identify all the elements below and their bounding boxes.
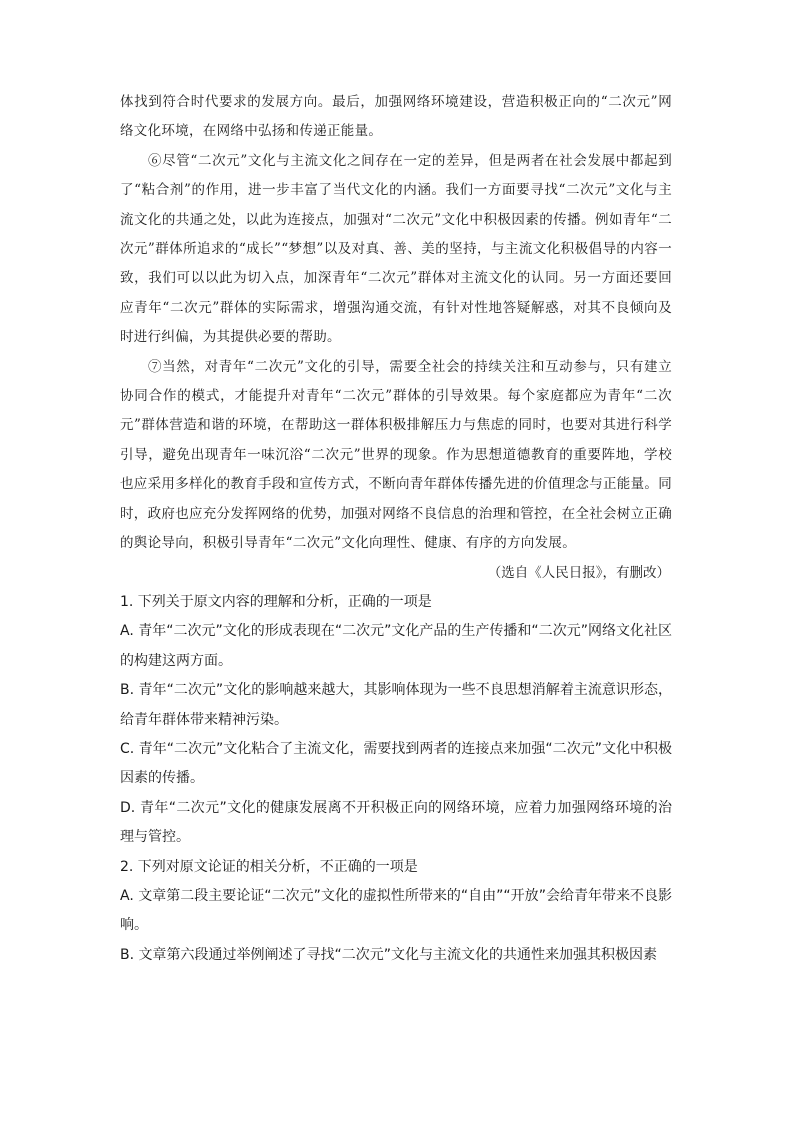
question-1-option-d: D. 青年“二次元”文化的健康发展离不开积极正向的网络环境，应着力加强网络环境的治理与管控。 [120, 799, 672, 846]
question-1-option-b: B. 青年“二次元”文化的影响越来越大，其影响体现为一些不良思想消解着主流意识形态，给青年群体带来精神污染。 [120, 682, 672, 728]
article-source: （选自《人民日报》，有删改） [487, 564, 670, 581]
article-paragraph-7: ⑦当然，对青年“二次元”文化的引导，需要全社会的持续关注和互动参与，只有建立协同合作的模式，才能提升对青年“二次元”群体的引导效果。每个家庭都应为青年“二次元”群体营造和谐的环境，在帮助这一群体积极排解压力与焦虑的同时，也要对其进行科学引导，避免出现青年一味沉浴“二次元”世界的现象。作为思想道德教育的重要阵地，学校也应采用多样化的教育手段和宣传方式，不断向青年群体传播先进的价值理念与正能量。同时，政府也应充分发挥网络的优势，加强对网络不良信息的治理和管控，在全社会树立正确的舆论导向，积极引导青年“二次元”文化向理性、健康、有序的方向发展。 [120, 358, 672, 552]
document-page [120, 88, 672, 970]
question-1-option-c: C. 青年“二次元”文化粘合了主流文化，需要找到两者的连接点来加强“二次元”文化中积极因素的传播。 [120, 740, 672, 787]
question-1-stem: 1. 下列关于原文内容的理解和分析，正确的一项是 [120, 593, 432, 610]
question-1-option-a: A. 青年“二次元”文化的形成表现在“二次元”文化产品的生产传播和“二次元”网络文化社区的构建这两方面。 [120, 623, 672, 669]
article-paragraph-6: ⑥尽管“二次元”文化与主流文化之间存在一定的差异，但是两者在社会发展中都起到了“粘合剂”的作用，进一步丰富了当代文化的内涵。我们一方面要寻找“二次元”文化与主流文化的共通之处，以此为连接点，加强对“二次元”文化中积极因素的传播。例如青年“二次元”群体所追求的“成长”“梦想”以及对真、善、美的坚持，与主流文化积极倡导的内容一致，我们可以以此为切入点，加深青年“二次元”群体对主流文化的认同。另一方面还要回应青年“二次元”群体的实际需求，增强沟通交流，有针对性地答疑解惑，对其不良倾向及时进行纠偏，为其提供必要的帮助。 [120, 152, 672, 346]
article-paragraph-continued: 体找到符合时代要求的发展方向。最后，加强网络环境建设，营造积极正向的“二次元”网络文化环境，在网络中弘扬和传递正能量。 [120, 94, 672, 140]
question-2-option-a: A. 文章第二段主要论证“二次元”文化的虚拟性所带来的“自由”“开放”会给青年带来不良影响。 [120, 887, 672, 934]
question-2-option-b: B. 文章第六段通过举例阐述了寻找“二次元”文化与主流文化的共通性来加强其积极因素 [120, 946, 658, 963]
question-2-stem: 2. 下列对原文论证的相关分析，不正确的一项是 [120, 858, 418, 875]
